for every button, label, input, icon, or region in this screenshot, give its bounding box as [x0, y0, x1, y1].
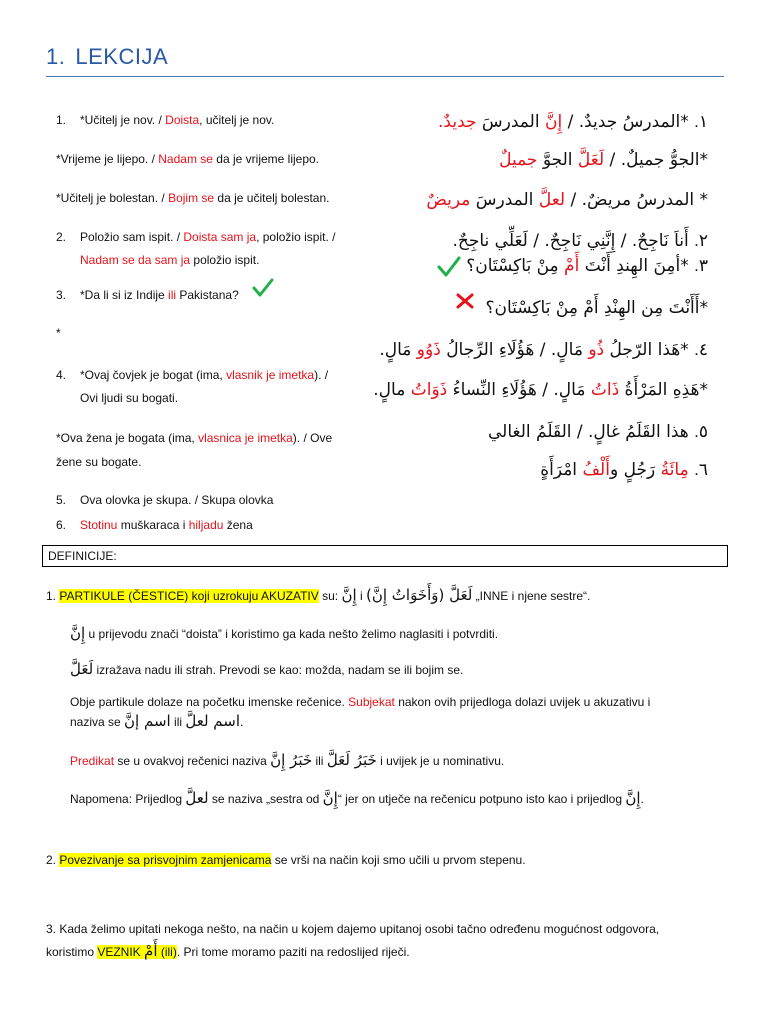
left-item-1: 1. *Učitelj je nov. / Doista, učitelj je nov. [56, 113, 275, 127]
arabic-line-3: * المدرسُ مريضٌ. / لعلَّ المدرسَ مريضٌ [426, 190, 708, 210]
definitions-heading: DEFINICIJE: [48, 549, 117, 563]
left-item-3: 3. *Da li si iz Indije ili Pakistana? [56, 288, 239, 302]
left-item-2b: Nadam se da sam ja položio ispit. [80, 253, 260, 267]
arabic-line-7: ٤. *هَذا الرّجلُ ذُو مَالٍ. / هَؤُلَاءِ الرِّجالُ ذَوُو مَالٍ. [379, 340, 708, 360]
definition-1-note: Napomena: Prijedlog لعلَّ se naziva „sestra od إِنَّ“ jer on utječe na rečenicu potpuno isto kao i prijedlog إِنَّ. [70, 789, 644, 807]
left-item-1b: *Vrijeme je lijepo. / Nadam se da je vrijeme lijepo. [56, 152, 320, 166]
definitions-heading-box [42, 545, 728, 567]
definition-1-para-3: Obje partikule dolaze na početku imenske rečenice. Subjekat nakon ovih prijedloga dolazi uvijek u akuzativu i [70, 695, 651, 709]
definition-1-para-3b: naziva se اسم إنَّ ili اسم لعلَّ. [70, 712, 244, 730]
definition-3: 3. Kada želimo upitati nekoga nešto, na način u kojem dajemo upitanoj osobi tačno određenu mogućnost odgovora, [46, 922, 660, 936]
check-icon [252, 278, 274, 298]
arabic-line-10: ٦. مِائَةُ رَجُلٍ وأَلْفُ امْرَأَةٍ [540, 460, 708, 480]
arabic-line-8: *هَذِهِ المَرْأَةُ ذَاتُ مَالٍ. / هَؤُلَاءِ النِّساءُ ذَوَاتُ مالٍ. [373, 380, 708, 400]
arabic-line-1: ١. *المدرسُ جديدٌ. / إِنَّ المدرسَ جديدٌ. [438, 112, 708, 132]
definition-3b: koristimo VEZNIK أَمْ (ili). Pri tome moramo paziti na redoslijed riječi. [46, 942, 410, 960]
arabic-line-9: ٥. هذا القَلَمُ غالٍ. / القَلَمُ الغالي [488, 422, 708, 442]
arabic-line-5: ٣. *أمِنَ الهِندِ أَنْتَ أَمْ مِنْ بَاكِسْتَان؟ [466, 256, 708, 276]
left-item-4b: Ovi ljudi su bogati. [80, 391, 179, 405]
cross-icon [455, 293, 475, 309]
definition-1-para-4: Predikat se u ovakvoj rečenici naziva خَبَرُ إِنَّ ili خَبَرُ لَعَلَّ i uvijek je u nominativu. [70, 751, 505, 769]
left-item-3b: * [56, 326, 61, 340]
left-item-4c: *Ova žena je bogata (ima, vlasnica je imetka). / Ove [56, 431, 333, 445]
left-item-4d: žene su bogate. [56, 455, 142, 469]
left-item-1c: *Učitelj je bolestan. / Bojim se da je učitelj bolestan. [56, 191, 330, 205]
arabic-line-2: *الجوُّ جميلٌ. / لَعَلَّ الجوَّ جميلٌ [499, 150, 708, 170]
left-item-5: 5. Ova olovka je skupa. / Skupa olovka [56, 493, 274, 507]
arabic-line-4: ٢. أَناَ نَاجِحٌ. / إِنَّنِي نَاجِحٌ. / لَعَلِّي ناجِحٌ. [452, 231, 708, 251]
left-item-4: 4. *Ovaj čovjek je bogat (ima, vlasnik je imetka). / [56, 368, 329, 382]
definition-2: 2. Povezivanje sa prisvojnim zamjenicama se vrši na način koji smo učili u prvom stepenu. [46, 853, 526, 867]
left-item-2: 2. Položio sam ispit. / Doista sam ja, položio ispit. / [56, 230, 336, 244]
definition-1-para-2: لَعَلَّ izražava nadu ili strah. Prevodi se kao: možda, nadam se ili bojim se. [70, 660, 464, 678]
veznik-highlight: VEZNIK أَمْ (ili) [97, 942, 177, 960]
page-title: 1. LEKCIJA [46, 44, 169, 69]
check-icon [437, 256, 461, 278]
definition-1: 1. PARTIKULE (ČESTICE) koji uzrokuju AKUZATIV su: إِنَّ i لَعَلَّ (وَأَخَوَاتُ إِنَّ) „INNE i njene sestre“. [46, 586, 591, 604]
left-item-6: 6. Stotinu muškaraca i hiljadu žena [56, 518, 253, 532]
arabic-line-6: *أَأَنْتَ مِن الهِنْدِ أَمْ مِنْ بَاكِسْتَان؟ [485, 298, 708, 318]
definition-1-para-1: إِنَّ u prijevodu znači “doista” i koristimo ga kada nešto želimo naglasiti i potvrditi. [70, 624, 499, 642]
title-underline [46, 76, 724, 77]
